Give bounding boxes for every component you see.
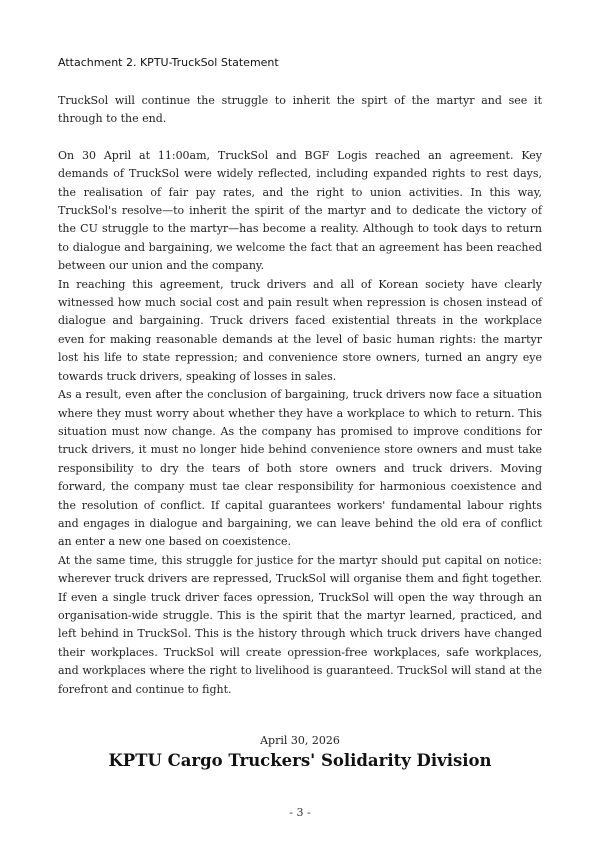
statement-body	[58, 92, 542, 699]
statement-date: April 30, 2026	[260, 734, 340, 747]
page-number: - 3 -	[289, 806, 311, 819]
repression-paragraph: In reaching this agreement, truck drivers and all of Korean society have clearly witnessed how much social cost and pain result when repression is chosen instead of dialogue and bargaining. Truck drivers faced existential threats in the workplace even for making reasonable demands at the level of basic human rights: the martyr lost his life to state repression; and convenience store owners, turned an angry eye towards truck drivers, speaking of losses in sales.	[58, 277, 542, 383]
notice-paragraph: At the same time, this struggle for justice for the martyr should put capital on notice: wherever truck drivers are repressed, TruckSol will organise them and fight together. If even a single truck driver faces opression, TruckSol will open the way through an organisation-wide struggle. This is the spirit that the martyr learned, practiced, and left behind in TruckSol. This is the history through which truck drivers have changed their workplaces. TruckSol will create opression-free workplaces, safe workplaces, and workplaces where the right to livelihood is guaranteed. TruckSol will stand at the forefront and continue to fight.	[58, 553, 542, 696]
statement-title-paragraph: TruckSol will continue the struggle to inherit the spirt of the martyr and see it through to the end.	[58, 94, 542, 126]
agreement-paragraph: On 30 April at 11:00am, TruckSol and BGF Logis reached an agreement. Key demands of TruckSol were widely reflected, including expanded rights to rest days, the realisation of fair pay rates, and the right to union activities. In this way, TruckSol's resolve—to inherit the spirit of the martyr and to dedicate the victory of the CU struggle to the martyr—has become a reality. Although to took days to return to dialogue and bargaining, we welcome the fact that an agreement has been reached between our union and the company.	[58, 148, 542, 273]
signer-organization: KPTU Cargo Truckers' Solidarity Division	[108, 751, 492, 770]
attachment-heading: Attachment 2. KPTU-TruckSol Statement	[58, 56, 279, 69]
responsibility-paragraph: As a result, even after the conclusion of bargaining, truck drivers now face a situation where they must worry about whether they have a workplace to which to return. This situation must now change. As the company has promised to improve conditions for truck drivers, it must no longer hide behind convenience store owners and must take responsibility to dry the tears of both store owners and truck drivers. Moving forward, the company must tae clear responsibility for harmonious coexistence and the resolution of conflict. If capital guarantees workers' fundamental labour rights and engages in dialogue and bargaining, we can leave behind the old era of conflict an enter a new one based on coexistence.	[58, 388, 542, 549]
